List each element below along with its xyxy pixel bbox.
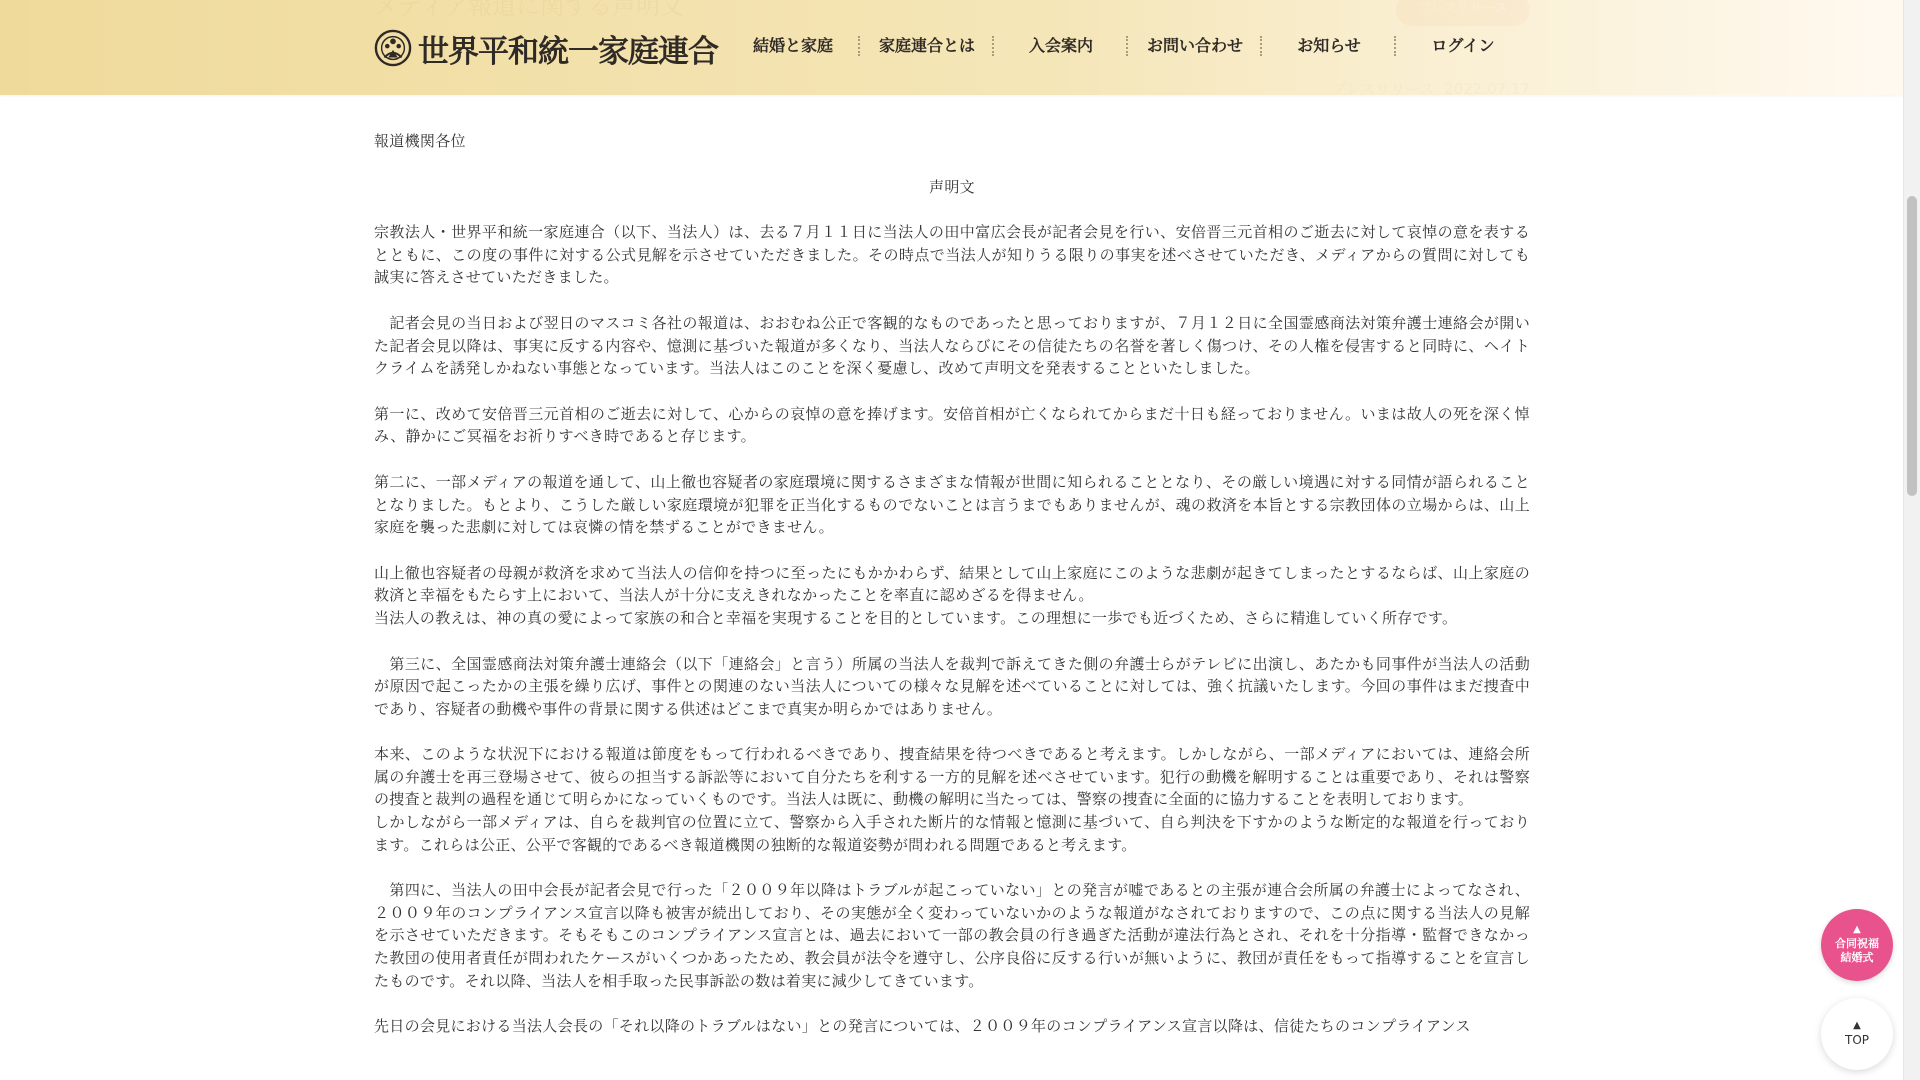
nav-contact[interactable]: お問い合わせ [1128,30,1262,62]
main-nav [726,30,1530,62]
logo-emblem-icon [374,29,412,67]
article-paragraph: 第二に、一部メディアの報道を通して、山上徹也容疑者の家庭環境に関するさまざまな情報が世間に知られることとなり、その厳しい境遇に対する同情が語られることとなりました。もとより、こうした厳しい家庭環境が犯罪を正当化するものでないことは言うまでもありませんが、魂の救済を本旨とする宗教団体の立場からは、山上家庭を襲った悲劇に対しては哀憐の情を禁ずることができません。 [374,472,1530,537]
article-salutation: 報道機関各位 [374,132,466,150]
back-to-top-button[interactable] [1821,998,1893,1070]
article-paragraph: 当法人の教えは、神の真の愛によって家族の和合と幸福を実現することを目的としています。この理想に一歩でも近づくため、さらに精進していく所存です。 [374,608,1458,627]
article-paragraph: 山上徹也容疑者の母親が救済を求めて当法人の信仰を持つに至ったにもかかわらず、結果として山上家庭にこのような悲劇が起きてしまったとするならば、山上家庭の救済と幸福をもたらす上において、当法人が十分に支えきれなかったことを率直に認めざるを得ません。 [374,563,1530,605]
article-paragraph: 第一に、改めて安倍晋三元首相のご逝去に対して、心からの哀悼の意を捧げます。安倍首相が亡くなられてからまだ十日も経っておりません。いまは故人の死を深く悼み、静かにご冥福をお祈りすべき時であると存じます。 [374,404,1530,446]
nav-marriage-family[interactable]: 結婚と家庭 [726,30,860,62]
scrollbar-thumb[interactable] [1907,196,1917,496]
nav-login[interactable]: ログイン [1431,36,1495,55]
wedding-ceremony-button[interactable] [1821,909,1893,981]
logo-text: 世界平和統一家庭連合 [418,33,718,70]
article-paragraph: しかしながら一部メディアは、自らを裁判官の位置に立て、警察から入手された断片的な情報と憶測に基づいて、自ら判決を下すかのような断定的な報道を行っております。これらは公正、公平で客観的であるべき報道機関の独断的な報道姿勢が問われる問題であると考えます。 [374,813,1530,854]
site-header [0,0,1904,95]
article-body [374,130,1530,1061]
article-paragraph: 第四に、当法人の田中会長が記者会見で行った「２００９年以降はトラブルが起こっていない」との発言が嘘であるとの主張が連合会所属の弁護士によってなされ、２００９年のコンプライアンス宣言以降も被害が続出しており、その実態が全く変わっていないかのような報道がなされておりますので、この点に関する当法人の見解を示させていただきます。そもそもこのコンプライアンス宣言とは、過去において一部の教会員の行き過ぎた活動が違法行為とされ、それを十分指導・監督できなかった教団の使用者責任が問われたケースがいくつかあったため、教会員が法令を遵守し、公序良俗に反する行いが無いように、教団が責任をもって指導することを宣言したものです。それ以降、当法人を相手取った民事訴訟の数は着実に減少してきています。 [374,881,1530,990]
article-paragraph: 宗教法人・世界平和統一家庭連合（以下、当法人）は、去る７月１１日に当法人の田中富広会長が記者会見を行い、安倍晋三元首相のご逝去に対して哀悼の意を表するとともに、この度の事件に対する公式見解を示させていただきました。その時点で当法人が知りうる限りの事実を述べさせていただき、メディアからの質問に対しても誠実に答えさせていただきました。 [374,223,1530,287]
site-logo[interactable] [374,28,718,68]
article-paragraph: 先日の会見における当法人会長の「それ以降のトラブルはない」との発言については、２００９年のコンプライアンス宣言以降は、信徒たちのコンプライアンス [374,1017,1471,1036]
nav-about[interactable]: 家庭連合とは [860,30,994,62]
back-to-top-label: TOP [1844,1033,1869,1047]
article-paragraph: 第三に、全国霊感商法対策弁護士連絡会（以下「連絡会」と言う）所属の当法人を裁判で訴えてきた側の弁護士らがテレビに出演し、あたかも同事件が当法人の活動が原因で起こったかの主張を繰り広げ、事件との関連のない当法人についての様々な見解を述べていることに対しては、強く抗議いたします。今回の事件はまだ捜査中であり、容疑者の動機や事件の背景に関する供述はどこまで真実か明らかではありません。 [374,654,1530,718]
vertical-scrollbar[interactable] [1903,0,1920,1080]
chevron-up-icon: ▲ [1853,923,1861,935]
wedding-label-line1: 合同祝福 [1835,936,1879,950]
article-doc-title: 声明文 [929,177,975,196]
nav-join[interactable]: 入会案内 [994,30,1128,62]
article-paragraph: 記者会見の当日および翌日のマスコミ各社の報道は、おおむね公正で客観的なものであったと思っておりますが、７月１２日に全国霊感商法対策弁護士連絡会が開いた記者会見以降は、事実に反する内容や、憶測に基づいた報道が多くなり、当法人ならびにその信徒たちの名誉を著しく傷つけ、その人権を侵害すると同時に、ヘイトクライムを誘発しかねない事態となっています。当法人はこのことを深く憂慮し、改めて声明文を発表することといたしました。 [374,313,1530,378]
nav-news[interactable]: お知らせ [1262,30,1396,62]
arrow-up-icon: ▲ [1853,1020,1861,1031]
wedding-label-line2: 結婚式 [1840,950,1874,964]
article-paragraph: 本来、このような状況下における報道は節度をもって行われるべきであり、捜査結果を待つべきであると考えます。しかしながら、一部メディアにおいては、連絡会所属の弁護士を再三登場させて、彼らの担当する訴訟等において自分たちを利する一方的見解を述べさせています。犯行の動機を解明することは重要であり、それは警察の捜査と裁判の過程を通じて明らかになっていくものです。当法人は既に、動機の解明に当たっては、警察の捜査に全面的に協力することを表明しております。 [374,745,1530,809]
